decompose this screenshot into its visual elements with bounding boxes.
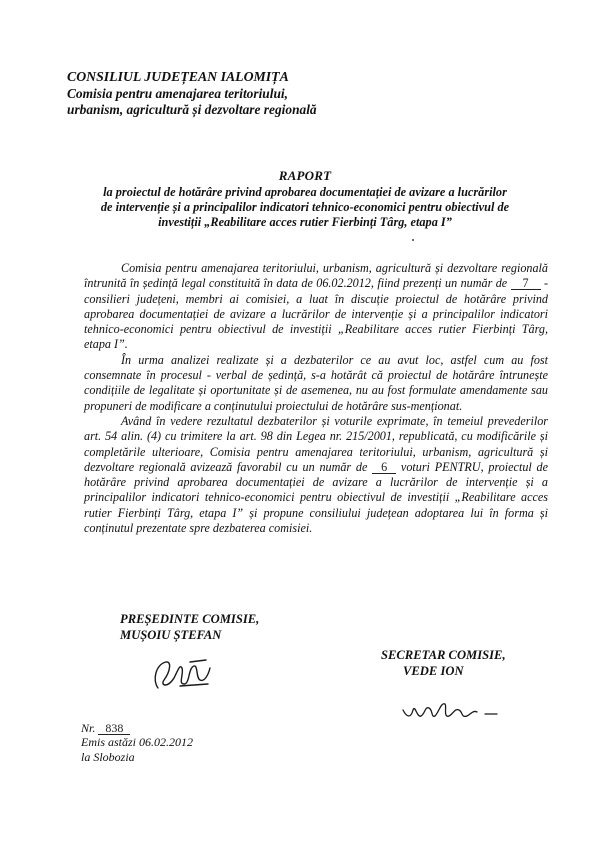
paragraph-3-text-end: voturi PENTRU, proiectul de hotărâre privind aprobarea documentației de avizare a lucrărilor de intervenție și a principalilor indicatori tehnico-economici pentru obiectivul de investiții „Reabilitare acces rutier Fierbinți Târg, etapa I” și propune consiliului județean adoptarea lui în forma și conținutul prezentate spre dezbaterea comisiei. xyxy=(84,459,548,536)
report-subject-line: investiții „Reabilitare acces rutier Fierbinți Târg, etapa I” xyxy=(158,215,452,230)
handwritten-vote-count: 6 xyxy=(372,461,396,474)
report-body xyxy=(84,261,548,536)
president-signature-block xyxy=(120,611,259,643)
council-name: CONSILIUL JUDEȚEAN IALOMIȚA xyxy=(67,69,289,84)
report-subject-line: la proiectul de hotărâre privind aprobarea documentației de avizare a lucrărilor xyxy=(103,185,507,199)
registration-number xyxy=(81,721,193,735)
registration-number-value: 838 xyxy=(98,722,130,735)
secretary-handwritten-signature xyxy=(401,698,501,724)
paragraph-3 xyxy=(84,414,548,536)
stray-dot xyxy=(412,239,414,241)
report-subject-line: de intervenție și a principalilor indicatori tehnico-economici pentru obiectivul de xyxy=(100,200,510,215)
report-title-block xyxy=(60,168,550,231)
registration-number-label: Nr. xyxy=(81,721,96,735)
report-heading: RAPORT xyxy=(278,168,332,183)
document-header xyxy=(67,69,317,119)
commission-name-line2: urbanism, agricultură și dezvoltare regională xyxy=(67,102,317,117)
paragraph-1-text: Comisia pentru amenajarea teritoriului, urbanism, agricultură și dezvoltare regională întrunită în ședință legal constituită în data de 06.02.2012, fiind prezenți un număr de xyxy=(84,261,548,291)
paragraph-1 xyxy=(84,261,548,353)
president-title: PREȘEDINTE COMISIE, xyxy=(120,612,260,626)
issue-date: Emis astăzi 06.02.2012 xyxy=(81,735,194,750)
president-name: MUȘOIU ȘTEFAN xyxy=(120,628,222,642)
issue-place: la Slobozia xyxy=(81,749,135,764)
secretary-signature-block xyxy=(381,647,506,679)
commission-name-line1: Comisia pentru amenajarea teritoriului, xyxy=(67,85,288,101)
secretary-title: SECRETAR COMISIE, xyxy=(381,648,506,662)
secretary-name: VEDE ION xyxy=(403,664,464,678)
paragraph-2: În urma analizei realizate și a dezbaterilor ce au avut loc, astfel cum au fost consemnate în procesul - verbal de ședință, s-a hotărât că proiectul de hotărâre întrunește condițiile de legalitate și oportunitate și de asemenea, nu au fost formulate amendamente sau propuneri de modificare a conținutului proiectului de hotărâre sus-menționat. xyxy=(84,352,548,413)
handwritten-member-count: 7 xyxy=(511,277,541,290)
paragraph-1-text-end: - consilieri județeni, membri ai comisiei, a luat în discuție proiectul de hotărâre privind aprobarea documentației de avizare a lucrărilor de intervenție și a principalilor indicatori tehnico-economici pentru obiectivul de investiții „Reabilitare acces rutier Fierbinți Târg, etapa I”. xyxy=(84,276,549,352)
president-handwritten-signature xyxy=(150,654,212,694)
document-footer xyxy=(81,721,193,764)
paragraph-3-text: Având în vedere rezultatul dezbaterilor și voturile exprimate, în temeiul prevederilor art. 54 alin. (4) cu trimitere la art. 98 din Legea nr. 215/2001, republicată, cu modificările și completările ulterioare, Comisia pentru amenajarea teritoriului, urbanism, agricultură și dezvoltare regională avizează favorabil cu un număr de xyxy=(84,413,548,474)
